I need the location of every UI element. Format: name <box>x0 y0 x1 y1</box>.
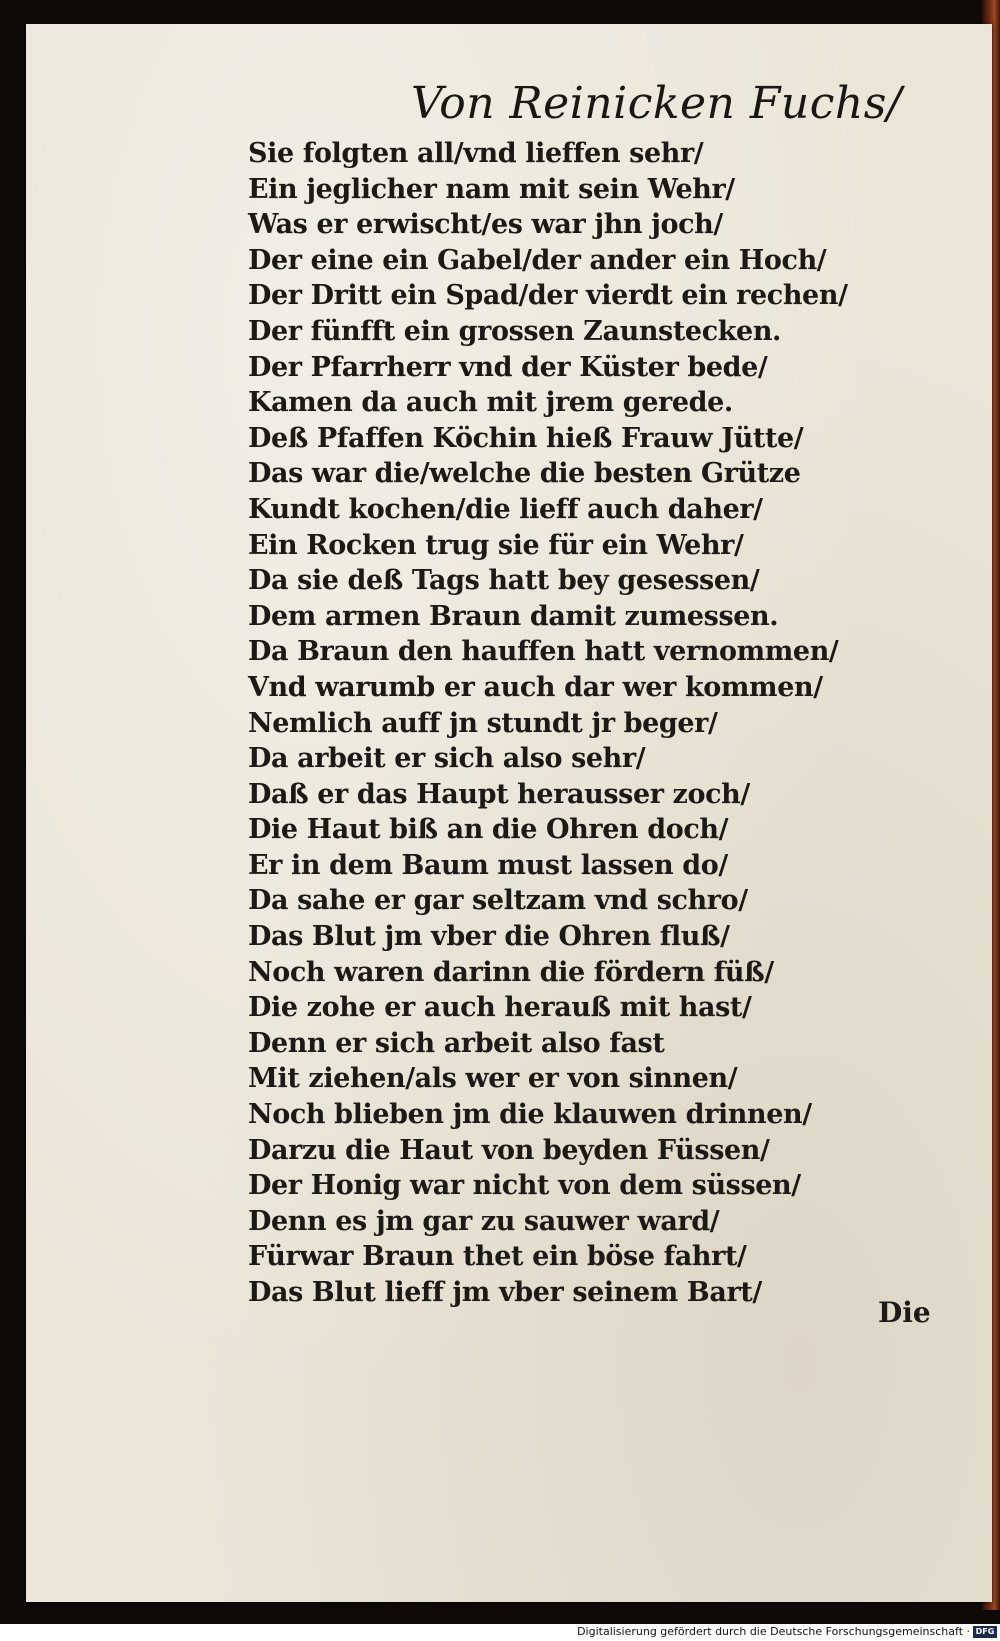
verse-line: Vnd warumb er auch dar wer kommen/ <box>248 671 823 703</box>
verse-line: Noch waren darinn die fördern füß/ <box>248 956 774 988</box>
verse-line: Da Braun den hauffen hatt vernommen/ <box>248 636 839 668</box>
verse-line: Was er erwischt/es war jhn joch/ <box>248 209 723 241</box>
verse-line: Die Haut biß an die Ohren doch/ <box>248 814 729 846</box>
verse-line: Die zohe er auch herauß mit hast/ <box>248 992 752 1024</box>
verse-text <box>248 136 948 1311</box>
verse-line: Da sie deß Tags hatt bey gesessen/ <box>248 565 760 597</box>
verse-line: Der fünfft ein grossen Zaunstecken. <box>248 315 782 347</box>
verse-line: Sie folgten all/vnd lieffen sehr/ <box>248 138 704 169</box>
verse-line: Kamen da auch mit jrem gerede. <box>248 387 733 419</box>
verse-line: Ein jeglicher nam mit sein Wehr/ <box>248 173 735 205</box>
verse-line: Mit ziehen/als wer er von sinnen/ <box>248 1063 738 1095</box>
dfg-logo: DFG <box>973 1626 997 1638</box>
verse-line: Daß er das Haupt herausser zoch/ <box>248 778 750 810</box>
verse-line: Fürwar Braun thet ein böse fahrt/ <box>248 1241 747 1273</box>
verse-line: Darzu die Haut von beyden Füssen/ <box>248 1134 770 1166</box>
verse-line: Der Pfarrherr vnd der Küster bede/ <box>248 351 768 383</box>
verse-line: Denn es jm gar zu sauwer ward/ <box>248 1205 720 1237</box>
verse-line: Das Blut lieff jm vber seinem Bart/ <box>248 1277 762 1308</box>
verse-line: Da arbeit er sich also sehr/ <box>248 743 646 775</box>
catchword: Die <box>878 1296 931 1329</box>
verse-line: Da sahe er gar seltzam vnd schro/ <box>248 885 748 917</box>
verse-line: Das Blut jm vber die Ohren fluß/ <box>248 921 730 953</box>
verse-line: Nemlich auff jn stundt jr beger/ <box>248 707 718 739</box>
verse-line: Kundt kochen/die lieff auch daher/ <box>248 493 763 525</box>
verse-line: Denn er sich arbeit also fast <box>248 1027 665 1059</box>
verse-line: Er in dem Baum must lassen do/ <box>248 849 728 881</box>
verse-line: Deß Pfaffen Köchin hieß Frauw Jütte/ <box>248 422 804 454</box>
book-page <box>26 24 992 1602</box>
verse-line: Noch blieben jm die klauwen drinnen/ <box>248 1099 812 1131</box>
verse-line: Das war die/welche die besten Grütze <box>248 458 801 490</box>
verse-line: Der eine ein Gabel/der ander ein Hoch/ <box>248 244 827 276</box>
running-head: Von Reinicken Fuchs/ <box>411 78 903 129</box>
funding-credit: Digitalisierung gefördert durch die Deutsche Forschungsgemeinschaft · <box>577 1625 970 1638</box>
verse-line: Ein Rocken trug sie für ein Wehr/ <box>248 529 744 561</box>
verse-line: Der Dritt ein Spad/der vierdt ein rechen/ <box>248 280 848 312</box>
footer-bar <box>0 1624 1000 1641</box>
verse-line: Dem armen Braun damit zumessen. <box>248 600 779 632</box>
verse-line: Der Honig war nicht von dem süssen/ <box>248 1170 801 1202</box>
